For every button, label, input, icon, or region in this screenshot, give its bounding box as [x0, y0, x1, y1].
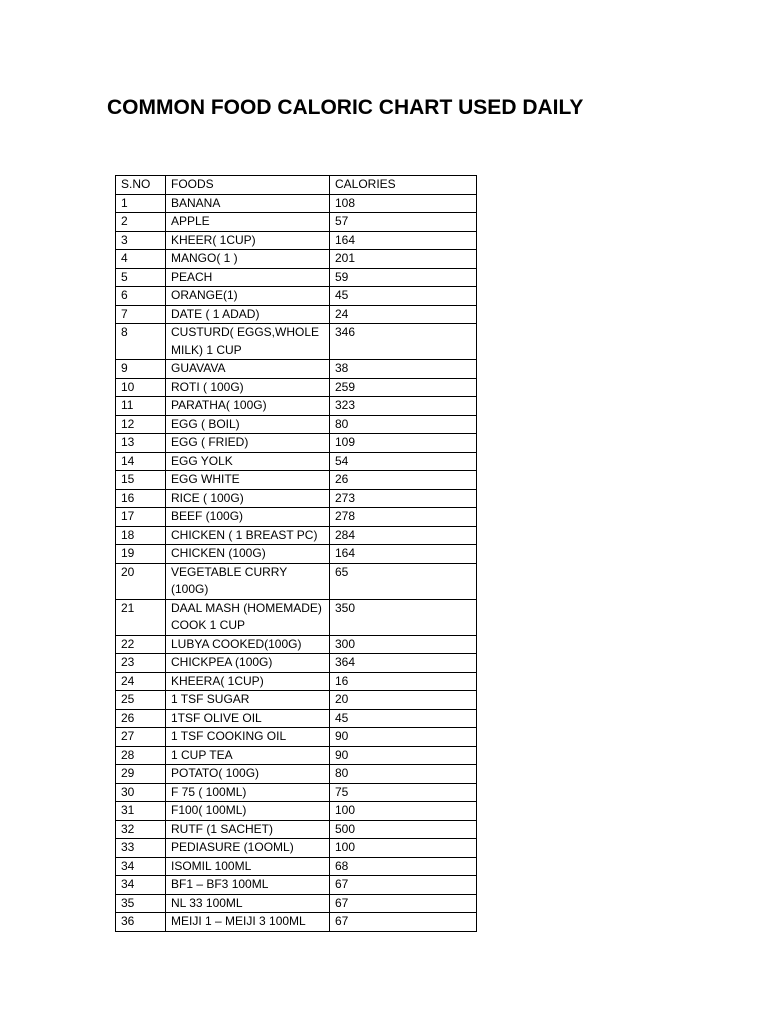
- row-food: BF1 – BF3 100ML: [166, 876, 330, 895]
- row-sno: 35: [116, 894, 166, 913]
- row-calories: 164: [330, 231, 477, 250]
- table-row: [116, 709, 477, 728]
- row-food: PEACH: [166, 268, 330, 287]
- row-sno: 23: [116, 654, 166, 673]
- row-food: F100( 100ML): [166, 802, 330, 821]
- table-row: [116, 471, 477, 490]
- row-calories: 201: [330, 250, 477, 269]
- row-calories: 346: [330, 324, 477, 360]
- table-row: [116, 599, 477, 635]
- table-row: [116, 287, 477, 306]
- row-calories: 323: [330, 397, 477, 416]
- table-row: [116, 765, 477, 784]
- row-calories: 67: [330, 894, 477, 913]
- row-food: CHICKPEA (100G): [166, 654, 330, 673]
- row-food: MANGO( 1 ): [166, 250, 330, 269]
- row-food: BANANA: [166, 194, 330, 213]
- table-row: [116, 508, 477, 527]
- row-sno: 22: [116, 635, 166, 654]
- row-food: BEEF (100G): [166, 508, 330, 527]
- row-sno: 14: [116, 452, 166, 471]
- row-calories: 90: [330, 728, 477, 747]
- row-sno: 30: [116, 783, 166, 802]
- row-calories: 24: [330, 305, 477, 324]
- table-row: [116, 213, 477, 232]
- row-food: RUTF (1 SACHET): [166, 820, 330, 839]
- row-calories: 26: [330, 471, 477, 490]
- table-row: [116, 691, 477, 710]
- table-row: [116, 728, 477, 747]
- table-row: [116, 563, 477, 599]
- table-row: [116, 489, 477, 508]
- row-sno: 6: [116, 287, 166, 306]
- row-calories: 80: [330, 765, 477, 784]
- row-food: 1 TSF COOKING OIL: [166, 728, 330, 747]
- row-sno: 26: [116, 709, 166, 728]
- row-sno: 9: [116, 360, 166, 379]
- row-calories: 364: [330, 654, 477, 673]
- row-calories: 65: [330, 563, 477, 599]
- table-row: [116, 802, 477, 821]
- table-row: [116, 434, 477, 453]
- row-food: PEDIASURE (1OOML): [166, 839, 330, 858]
- row-food: 1TSF OLIVE OIL: [166, 709, 330, 728]
- row-food: VEGETABLE CURRY (100G): [166, 563, 330, 599]
- row-food: 1 CUP TEA: [166, 746, 330, 765]
- row-food: RICE ( 100G): [166, 489, 330, 508]
- row-calories: 54: [330, 452, 477, 471]
- row-food: EGG ( BOIL): [166, 415, 330, 434]
- table-row: [116, 894, 477, 913]
- row-calories: 45: [330, 709, 477, 728]
- row-sno: 16: [116, 489, 166, 508]
- row-sno: 3: [116, 231, 166, 250]
- table-row: [116, 397, 477, 416]
- table-row: [116, 305, 477, 324]
- row-food: DAAL MASH (HOMEMADE) COOK 1 CUP: [166, 599, 330, 635]
- row-calories: 57: [330, 213, 477, 232]
- row-food: CHICKEN (100G): [166, 545, 330, 564]
- row-food: ISOMIL 100ML: [166, 857, 330, 876]
- row-food: MEIJI 1 – MEIJI 3 100ML: [166, 913, 330, 932]
- row-sno: 29: [116, 765, 166, 784]
- row-calories: 108: [330, 194, 477, 213]
- row-food: PARATHA( 100G): [166, 397, 330, 416]
- table-row: [116, 654, 477, 673]
- row-food: 1 TSF SUGAR: [166, 691, 330, 710]
- row-calories: 284: [330, 526, 477, 545]
- header-sno: S.NO: [116, 176, 166, 195]
- row-sno: 2: [116, 213, 166, 232]
- row-food: F 75 ( 100ML): [166, 783, 330, 802]
- row-sno: 1: [116, 194, 166, 213]
- table-row: [116, 194, 477, 213]
- row-sno: 10: [116, 378, 166, 397]
- row-sno: 28: [116, 746, 166, 765]
- row-sno: 12: [116, 415, 166, 434]
- row-calories: 67: [330, 876, 477, 895]
- row-calories: 67: [330, 913, 477, 932]
- row-food: ORANGE(1): [166, 287, 330, 306]
- row-calories: 350: [330, 599, 477, 635]
- row-sno: 34: [116, 857, 166, 876]
- row-sno: 5: [116, 268, 166, 287]
- row-food: GUAVAVA: [166, 360, 330, 379]
- row-calories: 100: [330, 839, 477, 858]
- table-row: [116, 268, 477, 287]
- row-calories: 164: [330, 545, 477, 564]
- row-sno: 11: [116, 397, 166, 416]
- row-calories: 109: [330, 434, 477, 453]
- row-calories: 259: [330, 378, 477, 397]
- table-row: [116, 545, 477, 564]
- row-calories: 300: [330, 635, 477, 654]
- row-food: KHEERA( 1CUP): [166, 672, 330, 691]
- row-calories: 90: [330, 746, 477, 765]
- table-row: [116, 876, 477, 895]
- header-calories: CALORIES: [330, 176, 477, 195]
- row-calories: 16: [330, 672, 477, 691]
- row-food: EGG ( FRIED): [166, 434, 330, 453]
- row-food: EGG WHITE: [166, 471, 330, 490]
- row-food: POTATO( 100G): [166, 765, 330, 784]
- row-sno: 31: [116, 802, 166, 821]
- table-row: [116, 839, 477, 858]
- row-calories: 100: [330, 802, 477, 821]
- row-food: NL 33 100ML: [166, 894, 330, 913]
- table-row: [116, 250, 477, 269]
- table-row: [116, 378, 477, 397]
- table-row: [116, 857, 477, 876]
- row-sno: 21: [116, 599, 166, 635]
- table-row: [116, 324, 477, 360]
- table-body: [116, 176, 477, 932]
- row-sno: 24: [116, 672, 166, 691]
- row-food: LUBYA COOKED(100G): [166, 635, 330, 654]
- table-row: [116, 913, 477, 932]
- row-food: KHEER( 1CUP): [166, 231, 330, 250]
- row-sno: 20: [116, 563, 166, 599]
- row-calories: 20: [330, 691, 477, 710]
- row-sno: 17: [116, 508, 166, 527]
- table-row: [116, 746, 477, 765]
- row-sno: 15: [116, 471, 166, 490]
- row-sno: 18: [116, 526, 166, 545]
- row-sno: 4: [116, 250, 166, 269]
- row-calories: 38: [330, 360, 477, 379]
- calorie-table: [115, 175, 477, 932]
- row-calories: 59: [330, 268, 477, 287]
- header-foods: FOODS: [166, 176, 330, 195]
- table-row: [116, 635, 477, 654]
- row-food: CUSTURD( EGGS,WHOLE MILK) 1 CUP: [166, 324, 330, 360]
- row-food: ROTI ( 100G): [166, 378, 330, 397]
- row-food: EGG YOLK: [166, 452, 330, 471]
- table-row: [116, 672, 477, 691]
- row-sno: 19: [116, 545, 166, 564]
- row-sno: 33: [116, 839, 166, 858]
- row-sno: 27: [116, 728, 166, 747]
- row-calories: 75: [330, 783, 477, 802]
- row-calories: 45: [330, 287, 477, 306]
- table-row: [116, 820, 477, 839]
- row-calories: 500: [330, 820, 477, 839]
- row-sno: 7: [116, 305, 166, 324]
- row-sno: 36: [116, 913, 166, 932]
- table-row: [116, 360, 477, 379]
- row-calories: 68: [330, 857, 477, 876]
- row-sno: 32: [116, 820, 166, 839]
- row-calories: 80: [330, 415, 477, 434]
- table-row: [116, 452, 477, 471]
- row-sno: 34: [116, 876, 166, 895]
- table-row: [116, 783, 477, 802]
- row-food: CHICKEN ( 1 BREAST PC): [166, 526, 330, 545]
- table-header-row: [116, 176, 477, 195]
- row-food: DATE ( 1 ADAD): [166, 305, 330, 324]
- page-title: COMMON FOOD CALORIC CHART USED DAILY: [107, 96, 584, 119]
- table-row: [116, 231, 477, 250]
- row-calories: 278: [330, 508, 477, 527]
- row-sno: 13: [116, 434, 166, 453]
- table-row: [116, 415, 477, 434]
- row-calories: 273: [330, 489, 477, 508]
- row-sno: 25: [116, 691, 166, 710]
- table-row: [116, 526, 477, 545]
- row-sno: 8: [116, 324, 166, 360]
- row-food: APPLE: [166, 213, 330, 232]
